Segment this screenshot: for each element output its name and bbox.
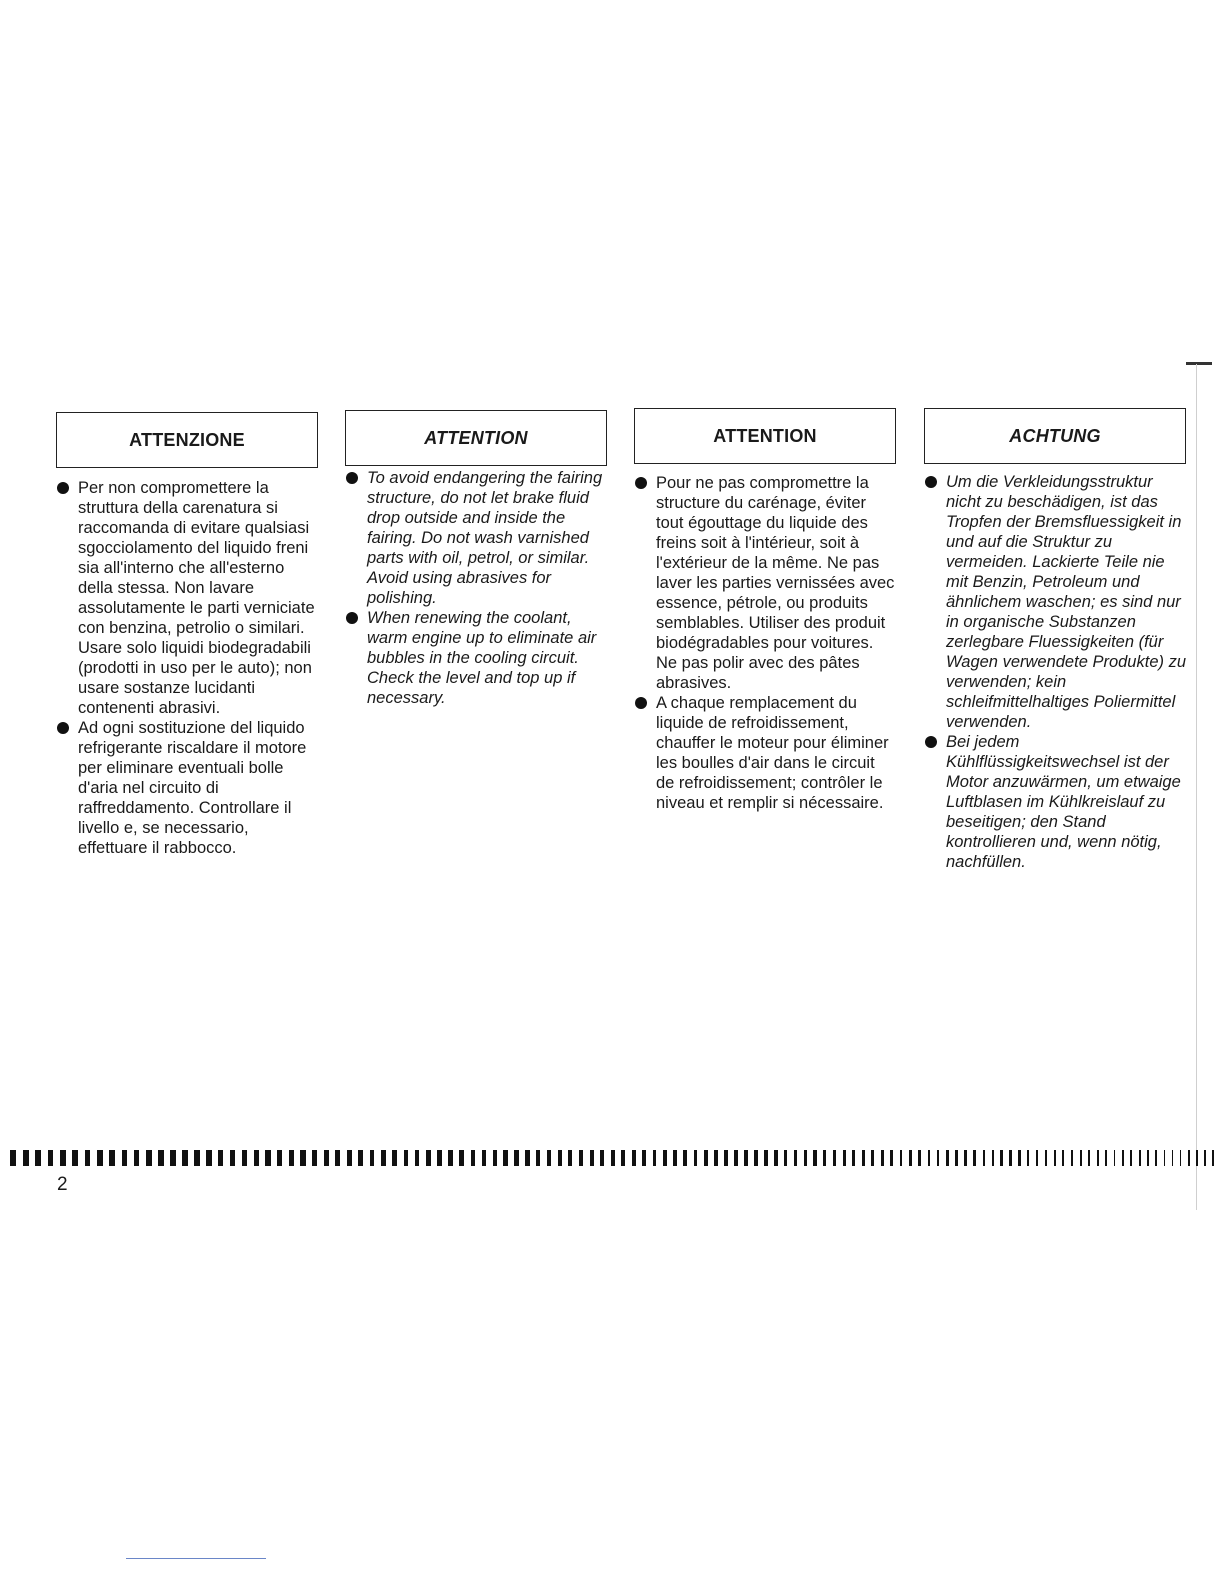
ruler-tick	[97, 1150, 103, 1166]
ruler-tick	[764, 1150, 767, 1166]
ruler-tick	[1062, 1150, 1064, 1166]
ruler-tick	[862, 1150, 865, 1166]
ruler-tick	[946, 1150, 949, 1166]
ruler-tick	[579, 1150, 583, 1166]
ruler-tick	[1139, 1150, 1141, 1166]
list-item	[634, 473, 896, 693]
warning-list-de	[924, 472, 1186, 872]
ruler-tick	[381, 1150, 386, 1166]
ruler-tick	[734, 1150, 737, 1166]
ruler-tick	[558, 1150, 562, 1166]
ruler-tick	[146, 1150, 152, 1166]
ruler-tick	[300, 1150, 305, 1166]
ruler-tick	[347, 1150, 352, 1166]
ruler-tick	[632, 1150, 636, 1166]
ruler-tick	[568, 1150, 572, 1166]
ruler-tick	[254, 1150, 259, 1166]
ruler-tick	[909, 1150, 912, 1166]
warning-heading-it: ATTENZIONE	[56, 412, 318, 468]
bullet-icon	[925, 476, 937, 488]
ruler-tick	[1172, 1150, 1174, 1166]
warning-list-fr	[634, 473, 896, 813]
ruler-tick	[611, 1150, 615, 1166]
ruler-tick	[890, 1150, 893, 1166]
ruler-tick	[482, 1150, 486, 1166]
list-item-text: Bei jedem Kühlflüssigkeitswechsel ist der Motor anzuwärmen, um etwaige Luftblasen im Kühlkreislauf zu beseitigen; den Stand kontrollieren und, wenn nötig, nachfüllen.	[946, 733, 1181, 871]
ruler-tick	[683, 1150, 687, 1166]
ruler-tick	[1097, 1150, 1099, 1166]
list-item-text: Pour ne pas compromettre la structure du carénage, éviter tout égouttage du liquide des freins soit à l'intérieur, soit à l'extérieur de la même. Ne pas laver les parties vernissées avec essence, pétrole, ou produits semblables. Utiliser des produit biodégradables pour voitures. Ne pas polir avec des pâtes abrasives.	[656, 474, 895, 692]
ruler-tick	[122, 1150, 128, 1166]
list-item	[924, 732, 1186, 872]
warning-heading-de: ACHTUNG	[924, 408, 1186, 464]
ruler-tick	[1114, 1150, 1116, 1166]
ruler-tick	[881, 1150, 884, 1166]
ruler-tick	[918, 1150, 921, 1166]
list-item-text: When renewing the coolant, warm engine up to eliminate air bubbles in the cooling circuit. Check the level and top up if necessary.	[367, 609, 597, 707]
ruler-tick	[1122, 1150, 1124, 1166]
ruler-tick	[242, 1150, 247, 1166]
ruler-tick	[437, 1150, 442, 1166]
ruler-tick	[704, 1150, 708, 1166]
ruler-tick	[794, 1150, 797, 1166]
ruler-tick	[415, 1150, 420, 1166]
bullet-icon	[635, 477, 647, 489]
ruler-tick	[358, 1150, 363, 1166]
list-item-text: Per non compromettere la struttura della carenatura si raccomanda di evitare qualsiasi sgocciolamento del liquido freni sia all'interno che all'esterno della stessa. Non lavare assolutamente le parti verniciate con benzina, petrolio o similari. Usare solo liquidi biodegradabili (prodotti in uso per le auto); non usare sostanze lucidanti contenenti abrasivi.	[78, 479, 315, 717]
ruler-tick	[1180, 1150, 1182, 1166]
ruler-tick	[335, 1150, 340, 1166]
page-edge-line	[1196, 364, 1197, 1210]
ruler-tick	[1009, 1150, 1011, 1166]
ruler-tick	[459, 1150, 464, 1166]
ruler-tick	[289, 1150, 294, 1166]
ruler-tick	[370, 1150, 375, 1166]
ruler-tick	[10, 1150, 16, 1166]
ruler-tick	[547, 1150, 551, 1166]
ruler-tick	[1071, 1150, 1073, 1166]
ruler-tick	[1164, 1150, 1166, 1166]
ruler-tick	[992, 1150, 994, 1166]
ruler-tick	[324, 1150, 329, 1166]
ruler-tick	[1045, 1150, 1047, 1166]
ruler-tick	[1204, 1150, 1205, 1166]
ruler-tick	[724, 1150, 728, 1166]
ruler-tick	[194, 1150, 199, 1166]
bullet-icon	[925, 736, 937, 748]
ruler-tick	[85, 1150, 91, 1166]
ruler-tick	[134, 1150, 140, 1166]
column-italian	[56, 412, 318, 858]
ruler-tick	[973, 1150, 976, 1166]
ruler-tick	[1027, 1150, 1029, 1166]
ruler-tick	[218, 1150, 223, 1166]
ruler-tick	[774, 1150, 777, 1166]
ruler-tick	[1080, 1150, 1082, 1166]
ruler-tick	[673, 1150, 677, 1166]
ruler-tick	[1036, 1150, 1038, 1166]
list-item	[56, 718, 318, 858]
ruler-tick	[928, 1150, 931, 1166]
bullet-icon	[57, 482, 69, 494]
list-item	[345, 608, 607, 708]
divider-line	[126, 1558, 266, 1559]
ruler-tick	[600, 1150, 604, 1166]
ruler-tick	[525, 1150, 529, 1166]
ruler-tick	[170, 1150, 175, 1166]
ruler-tick	[823, 1150, 826, 1166]
ruler-tick	[426, 1150, 431, 1166]
ruler-tick	[536, 1150, 540, 1166]
column-french	[634, 408, 896, 813]
ruler-tick	[1000, 1150, 1002, 1166]
ruler-tick	[493, 1150, 497, 1166]
ruler-tick	[158, 1150, 164, 1166]
ruler-tick	[663, 1150, 667, 1166]
ruler-tick	[503, 1150, 507, 1166]
ruler-tick	[1196, 1150, 1197, 1166]
ruler-tick	[265, 1150, 270, 1166]
ruler-tick	[642, 1150, 646, 1166]
bullet-icon	[635, 697, 647, 709]
ruler-tick	[714, 1150, 718, 1166]
ruler-tick	[1054, 1150, 1056, 1166]
ruler-tick	[833, 1150, 836, 1166]
ruler-tick	[23, 1150, 29, 1166]
ruler-tick	[1147, 1150, 1149, 1166]
ruler-tick	[392, 1150, 397, 1166]
warning-heading-fr: ATTENTION	[634, 408, 896, 464]
ruler-tick	[983, 1150, 985, 1166]
ruler-tick	[1105, 1150, 1107, 1166]
crop-mark	[1186, 362, 1212, 365]
ruler-tick	[48, 1150, 54, 1166]
ruler-tick	[35, 1150, 41, 1166]
ruler-tick	[60, 1150, 66, 1166]
column-german	[924, 408, 1186, 872]
ruler-tick	[754, 1150, 757, 1166]
list-item	[634, 693, 896, 813]
list-item	[924, 472, 1186, 732]
bullet-icon	[57, 722, 69, 734]
ruler-tick	[471, 1150, 475, 1166]
list-item	[345, 468, 607, 608]
ruler-tick	[621, 1150, 625, 1166]
ruler-tick	[404, 1150, 409, 1166]
ruler-tick	[813, 1150, 816, 1166]
list-item	[56, 478, 318, 718]
ruler-tick	[448, 1150, 453, 1166]
ruler-tick	[1155, 1150, 1157, 1166]
ruler-tick	[744, 1150, 747, 1166]
ruler-tick	[1018, 1150, 1020, 1166]
list-item-text: To avoid endangering the fairing structure, do not let brake fluid drop outside and inside the fairing. Do not wash varnished parts with oil, petrol, or similar. Avoid using abrasives for polishing.	[367, 469, 603, 607]
warning-list-it	[56, 478, 318, 858]
ruler-tick	[871, 1150, 874, 1166]
ruler-tick	[784, 1150, 787, 1166]
ruler-tick	[109, 1150, 115, 1166]
ruler-tick	[900, 1150, 903, 1166]
ruler-tick	[1188, 1150, 1190, 1166]
ruler-tick	[843, 1150, 846, 1166]
warning-list-en	[345, 468, 607, 708]
ruler-tick	[1088, 1150, 1090, 1166]
warning-heading-en: ATTENTION	[345, 410, 607, 466]
list-item-text: Ad ogni sostituzione del liquido refrigerante riscaldare il motore per eliminare eventuali bolle d'aria nel circuito di raffreddamento. Controllare il livello e, se necessario, effettuare il rabbocco.	[78, 719, 307, 857]
ruler-tick	[72, 1150, 78, 1166]
list-item-text: Um die Verkleidungsstruktur nicht zu beschädigen, ist das Tropfen der Bremsfluessigkeit in und auf die Struktur zu vermeiden. Lackierte Teile nie mit Benzin, Petroleum und ähnlichem waschen; es sind nur in organische Substanzen zerlegbare Fluessigkeiten (für Wagen verwendete Produkte) zu verwenden; kein schleifmittelhaltiges Poliermittel verwenden.	[946, 473, 1186, 731]
ruler-tick	[964, 1150, 967, 1166]
ruler-tick	[312, 1150, 317, 1166]
ruler-tick	[182, 1150, 187, 1166]
page-number: 2	[57, 1174, 68, 1195]
ruler-tick	[955, 1150, 958, 1166]
ruler-tick	[694, 1150, 698, 1166]
bullet-icon	[346, 472, 358, 484]
bullet-icon	[346, 612, 358, 624]
ruler-tick	[230, 1150, 235, 1166]
ruler-tick	[852, 1150, 855, 1166]
tick-ruler	[10, 1150, 1214, 1166]
ruler-tick	[277, 1150, 282, 1166]
ruler-tick	[206, 1150, 211, 1166]
ruler-tick	[937, 1150, 940, 1166]
ruler-tick	[1130, 1150, 1132, 1166]
ruler-tick	[590, 1150, 594, 1166]
list-item-text: A chaque remplacement du liquide de refroidissement, chauffer le moteur pour éliminer les boulles d'air dans le circuit de refroidissement; contrôler le niveau et remplir si nécessaire.	[656, 694, 889, 812]
column-english	[345, 410, 607, 708]
ruler-tick	[514, 1150, 518, 1166]
ruler-tick	[653, 1150, 657, 1166]
ruler-tick	[1212, 1150, 1213, 1166]
ruler-tick	[804, 1150, 807, 1166]
